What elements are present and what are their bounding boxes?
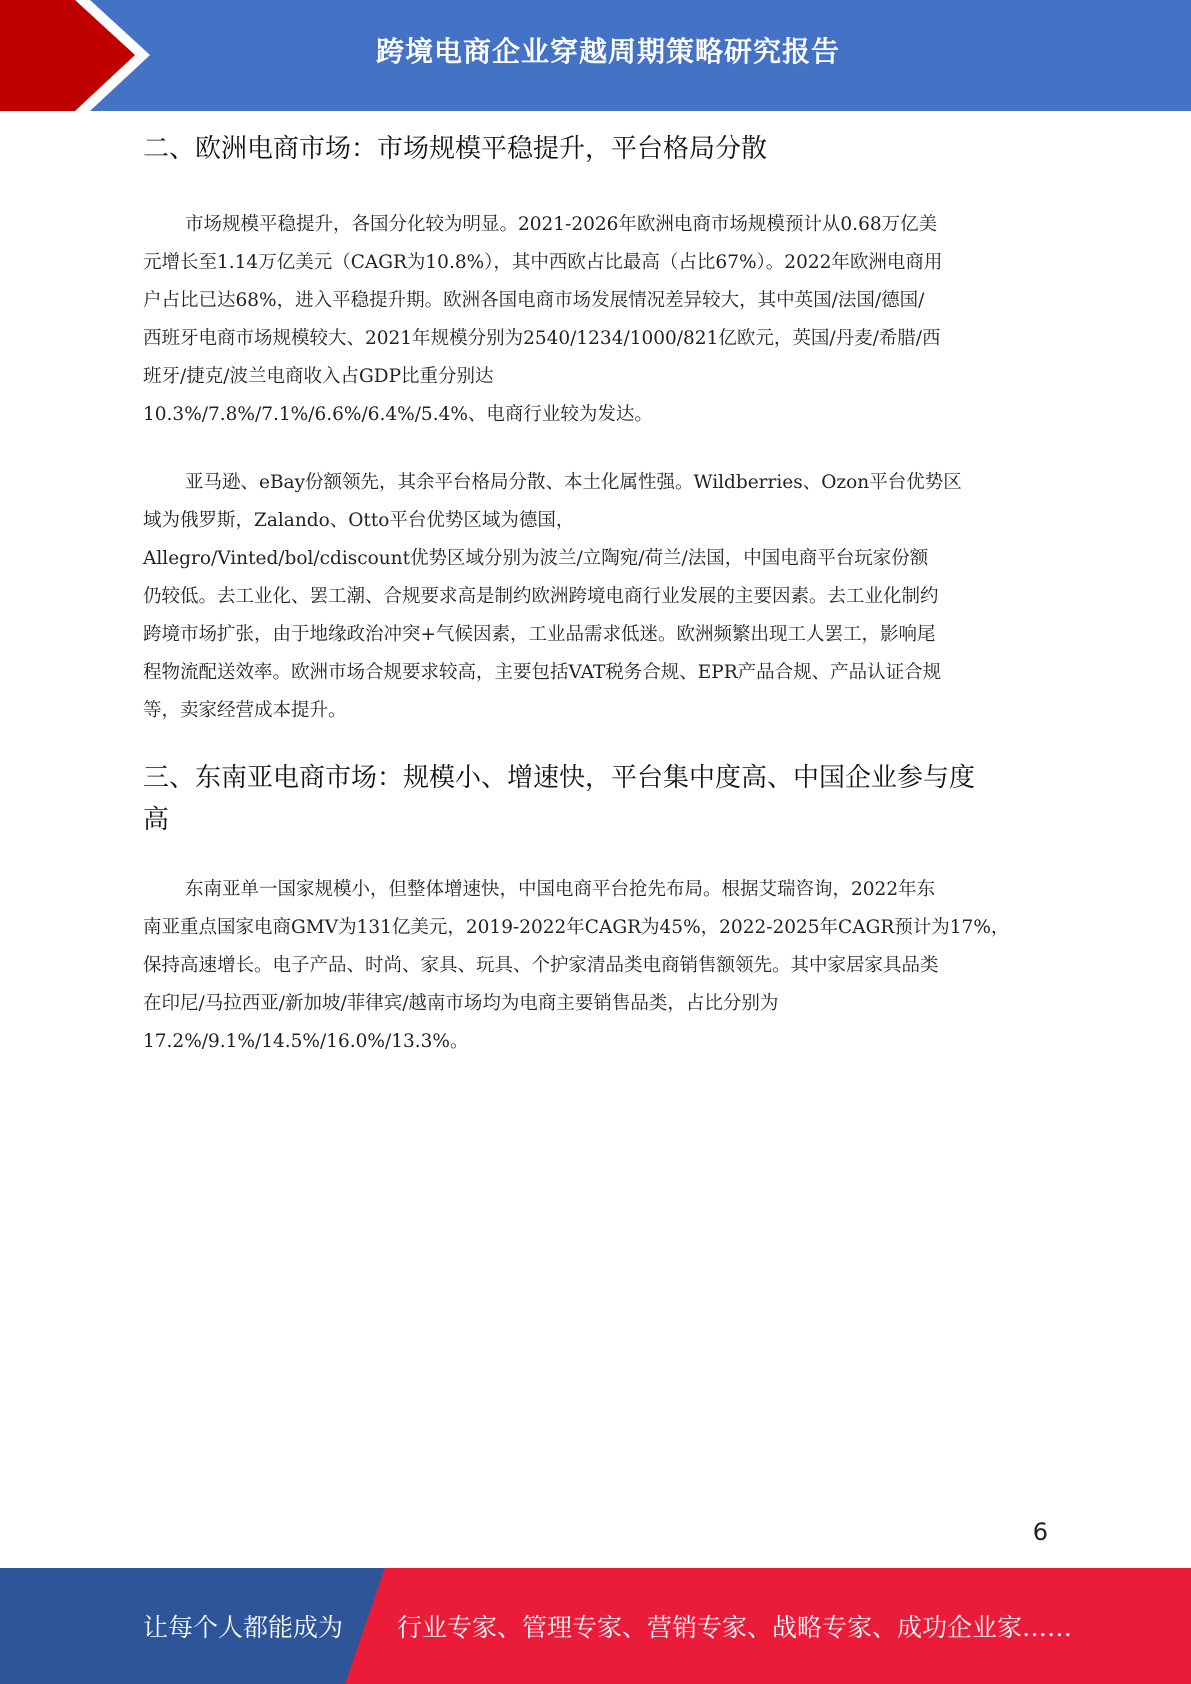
header-band bbox=[0, 0, 1191, 111]
text-line: 保持高速增长。电子产品、时尚、家具、玩具、个护家清品类电商销售额领先。其中家居家具品类 bbox=[143, 955, 939, 976]
text-line: 域为俄罗斯，Zalando、Otto平台优势区域为德国， bbox=[143, 510, 575, 531]
text-line: 跨境市场扩张，由于地缘政治冲突+气候因素，工业品需求低迷。欧洲频繁出现工人罢工，影响尾 bbox=[143, 624, 936, 645]
footer-slogan-right: 行业专家、管理专家、营销专家、战略专家、成功企业家…… bbox=[397, 1613, 1073, 1642]
heading-line: 三、东南亚电商市场：规模小、增速快，平台集中度高、中国企业参与度 bbox=[143, 763, 976, 793]
text-line: Allegro/Vinted/bol/cdiscount优势区域分别为波兰/立陶宛/荷兰/法国，中国电商平台玩家份额 bbox=[143, 548, 929, 569]
text-line: 班牙/捷克/波兰电商收入占GDP比重分别达 bbox=[143, 366, 494, 387]
text-line: 元增长至1.14万亿美元（CAGR为10.8%），其中西欧占比最高（占比67%）。2022年欧洲电商用 bbox=[143, 252, 943, 273]
text-line: 亚马逊、eBay份额领先，其余平台格局分散、本土化属性强。Wildberries、Ozon平台优势区 bbox=[185, 472, 962, 493]
text-line: 10.3%/7.8%/7.1%/6.6%/6.4%/5.4%、电商行业较为发达。 bbox=[143, 404, 653, 425]
text-line: 在印尼/马拉西亚/新加坡/菲律宾/越南市场均为电商主要销售品类，占比分别为 bbox=[143, 993, 779, 1014]
text-line: 西班牙电商市场规模较大、2021年规模分别为2540/1234/1000/821亿欧元，英国/丹麦/希腊/西 bbox=[143, 328, 941, 349]
text-line: 户占比已达68%，进入平稳提升期。欧洲各国电商市场发展情况差异较大，其中英国/法国/德国/ bbox=[143, 290, 925, 311]
text-line: 南亚重点国家电商GMV为131亿美元，2019-2022年CAGR为45%，2022-2025年CAGR预计为17%， bbox=[143, 917, 1010, 938]
page-number: 6 bbox=[1032, 1518, 1048, 1546]
text-line: 市场规模平稳提升，各国分化较为明显。2021-2026年欧洲电商市场规模预计从0.68万亿美 bbox=[185, 214, 938, 235]
footer-band bbox=[0, 1568, 1191, 1684]
text-line: 17.2%/9.1%/14.5%/16.0%/13.3%。 bbox=[143, 1031, 469, 1052]
text-line: 程物流配送效率。欧洲市场合规要求较高，主要包括VAT税务合规、EPR产品合规、产品认证合规 bbox=[143, 662, 942, 683]
section-heading-southeast-asia bbox=[143, 757, 1045, 841]
report-title: 跨境电商企业穿越周期策略研究报告 bbox=[375, 35, 840, 68]
text-line: 仍较低。去工业化、罢工潮、合规要求高是制约欧洲跨境电商行业发展的主要因素。去工业化制约 bbox=[143, 586, 939, 607]
section-heading-europe: 二、欧洲电商市场：市场规模平稳提升，平台格局分散 bbox=[143, 134, 768, 164]
paragraph-europe-platforms bbox=[143, 464, 1045, 730]
paragraph-europe-market-size bbox=[143, 206, 1045, 434]
footer-slogan-left: 让每个人都能成为 bbox=[143, 1613, 344, 1642]
paragraph-southeast-asia bbox=[143, 871, 1045, 1061]
heading-line: 高 bbox=[143, 805, 170, 835]
text-line: 等，卖家经营成本提升。 bbox=[143, 700, 347, 721]
text-line: 东南亚单一国家规模小，但整体增速快，中国电商平台抢先布局。根据艾瑞咨询，2022年东 bbox=[185, 879, 936, 900]
